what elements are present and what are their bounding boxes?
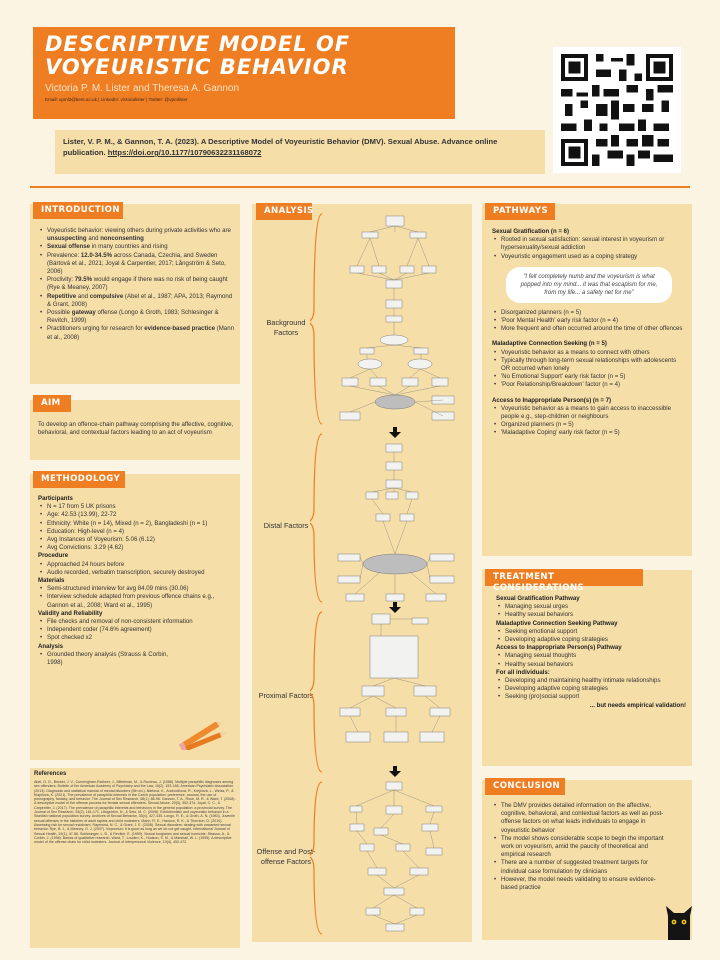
conclusion-list xyxy=(492,802,672,892)
list-item: • Independent coder (74.6% agreement) xyxy=(38,626,234,634)
intro-emphasis: 79.5% xyxy=(74,276,93,284)
list-item: • N = 17 from 5 UK prisons xyxy=(38,503,234,511)
list-item: • Voyeuristic engagement used as a coping strategy xyxy=(492,253,686,261)
distal-factors-label: Distal Factors xyxy=(263,521,309,530)
intro-text: and xyxy=(86,235,101,243)
list-item: • 'Maladaptive Coping' early risk factor (n = 5) xyxy=(492,429,686,437)
analysis-method-label: Analysis xyxy=(38,642,64,650)
analysis-header: ANALYSIS xyxy=(256,203,312,220)
list-item: • Voyeuristic behavior as a means to connect with others xyxy=(492,349,686,357)
intro-emphasis: Repetitive xyxy=(47,292,77,300)
references-header: References xyxy=(34,771,67,777)
intro-emphasis: nonconsenting xyxy=(100,235,144,243)
participants-label: Participants xyxy=(38,495,73,502)
intro-emphasis: gateway xyxy=(71,309,96,317)
list-item: • Developing adaptive coping strategies xyxy=(496,685,686,693)
intro-item xyxy=(38,252,234,277)
treatment-gratification-list xyxy=(496,603,686,619)
list-item: • The DMV provides detailed information on the affective, cognitive, behavioral, and contextual factors as well as post-offense factors on what leads individuals to engage in voyeuristic behavior xyxy=(492,802,672,835)
list-item: • 'No Emotional Support' early risk factor (n = 5) xyxy=(492,373,686,381)
validity-list xyxy=(38,618,234,643)
list-item: • 'Poor Relationship/Breakdown' factor (n = 4) xyxy=(492,381,686,389)
sexual-gratification-list-2 xyxy=(492,309,686,334)
intro-text: Prevalence: xyxy=(47,251,81,259)
intro-emphasis: evidence-based practice xyxy=(144,325,215,333)
intro-text: offense (Longo & Groth, 1983; Schlesinger & Revitch, 1999) xyxy=(47,309,219,325)
list-item: • Rooted in sexual satisfaction: sexual interest in voyeurism or hypersexuality/sexual addiction xyxy=(492,236,686,252)
list-item: • Interview schedule adapted from previous offence chains e.g., Gannon et al., 2008; Ward et al., 1995) xyxy=(38,593,234,609)
introduction-body xyxy=(38,227,234,342)
treatment-all-title: For all individuals: xyxy=(496,668,550,676)
procedure-label: Procedure xyxy=(38,552,69,560)
intro-text: (Mann et al., 2008) xyxy=(47,325,234,341)
conclusion-header: CONCLUSION xyxy=(485,778,565,795)
list-item: • Voyeuristic behavior as a means to gain access to inaccessible people e.g., step-children or neighbours xyxy=(492,405,686,421)
treatment-connection-title: Maladaptive Connection Seeking Pathway xyxy=(496,619,618,627)
offence-chain-diagram xyxy=(310,208,472,940)
analysis-method-list xyxy=(38,651,168,667)
background-factors-label: Background Factors xyxy=(266,318,306,337)
list-item: • Education: High-level (n = 4) xyxy=(38,528,234,536)
intro-text: Proclivity: xyxy=(47,276,75,284)
contact-line: Email: vpml2@kent.ac.uk | LinkedIn: victorialister | Twitter: @vpmlister xyxy=(45,97,188,102)
list-item: • However, the model needs validating to ensure evidence-based practice xyxy=(492,876,672,892)
intro-text: Voyeuristic behavior: viewing others during private activities who are xyxy=(47,227,231,234)
treatment-all-list xyxy=(496,677,686,702)
sexual-gratification-list xyxy=(492,236,686,261)
citation-box xyxy=(55,130,545,174)
list-item: • Typically through long-term sexual relationships with adolescents OR occurred when lonely xyxy=(492,357,686,373)
list-item: • Approached 24 hours before xyxy=(38,561,234,569)
participants-list xyxy=(38,503,234,552)
proximal-factors-label: Proximal Factors xyxy=(258,691,314,700)
list-item: • There are a number of suggested treatment targets for individual case formulation by clinicians xyxy=(492,859,672,875)
treatment-footer: ... but needs empirical validation! xyxy=(589,701,686,709)
references-text: Abel, G. G., Becker, J. V., Cunningham-Rathner, J., Mittelman, M., & Rouleau, J. (1988). Multiple paraphilic diagnoses among sex offenders. Bulletin of the American Academy of Psychiatry and the Law, 16(2), 153-168. American Psychiatric Association. (2013). Diagnostic and statistical manual of mental disorders (5th ed.). Bártová, K., Androvičová, R., Krejčová, L., Weiss, P., & Klapilová, K. (2021). The prevalence of paraphilic interests in the Czech population: preference, arousal, the use of pornography, fantasy, and behavior. The Journal of Sex Research, 58(1), 86-96. Gannon, T. A., Rose, M. R., & Ward, T. (2008). A descriptive model of the offense process for female sexual offenders. Sexual Abuse, 20(3), 352-374. Joyal, C. C., & Carpentier, J. (2017). The prevalence of paraphilic interests and behaviors in the general population: a provincial survey. The Journal of Sex Research, 54(2), 161-171. Långström, N., & Seto, M. C. (2006). Exhibitionistic and voyeuristic behavior in a Swedish national population survey. Archives of Sexual Behavior, 35(4), 427-435. Longo, R. E., & Groth, A. N. (1983). Juvenile sexual offenses in the histories of adult rapists and child molesters. Mann, R. E., Hanson, R. K., & Thornton, D. (2010). Assessing risk for sexual recidivism. Raymond, N. C., & Grant, J. E. (2008). Sexual disorders: dealing with unwanted sexual behavior. Rye, B. J., & Meaney, G. J. (2007). Voyeurism: It is good as long as we do not get caught. International Journal of Sexual Health, 19(1), 47-56. Schlesinger, L. B., & Revitch, E. (1999). Sexual burglaries and sexual homicide. Strauss, A., & Corbin, J. (1998). Basics of qualitative research. Ward, T., Louden, K., Hudson, S. M., & Marshall, W. L. (1995). A descriptive model of the offense chain for child molesters. Journal of Interpersonal Violence, 10(4), 452-472. xyxy=(34,780,236,845)
list-item: • Developing and maintaining healthy intimate relationships xyxy=(496,677,686,685)
treatment-body xyxy=(496,595,686,710)
pencils-icon xyxy=(176,722,232,750)
intro-emphasis: Sexual offense xyxy=(47,243,91,251)
intro-text: Practitioners urging for research for xyxy=(47,325,145,333)
offense-factors-label: Offense and Post-offense Factors xyxy=(256,847,316,866)
intro-text: and xyxy=(76,292,90,300)
treatment-access-list xyxy=(496,652,686,668)
aim-text: To develop an offence-chain pathway comprising the affective, cognitive, behavioral, and contextual factors leading to an act of voyeurism xyxy=(38,421,234,437)
intro-item xyxy=(38,325,234,341)
list-item: • Developing adaptive coping strategies xyxy=(496,636,686,644)
qr-code-icon[interactable] xyxy=(553,47,681,173)
introduction-header: INTRODUCTION xyxy=(33,202,123,219)
access-title: Access to Inappropriate Person(s) (n = 7) xyxy=(492,396,612,404)
access-list xyxy=(492,405,686,438)
list-item: • The model shows considerable scope to begin the important work on voyeurism, amid the paucity of theoretical and empirical research xyxy=(492,835,672,860)
intro-item xyxy=(38,276,234,292)
intro-text: would engage if there was no risk of being caught (Rye & Meaney, 2007) xyxy=(47,276,228,292)
list-item: • Seeking (pro)social support xyxy=(496,693,686,701)
list-item: • Grounded theory analysis (Strauss & Corbin, 1998) xyxy=(38,651,168,667)
poster-title: DESCRIPTIVE MODEL OF VOYEURISTIC BEHAVIOR xyxy=(45,32,351,79)
treatment-header: TREATMENT CONSIDERATIONS xyxy=(485,569,643,586)
validity-label: Validity and Reliability xyxy=(38,609,103,617)
list-item: • Disorganized planners (n = 5) xyxy=(492,309,686,317)
citation-text: Lister, V. P. M., & Gannon, T. A. (2023). A Descriptive Model of Voyeuristic Behavior (DMV). Sexual Abuse. Advance online publication. xyxy=(63,137,498,157)
pathways-body xyxy=(492,228,686,438)
methodology-header: METHODOLOGY xyxy=(33,471,125,488)
sexual-gratification-title: Sexual Gratification (n = 6) xyxy=(492,228,570,235)
connection-seeking-title: Maladaptive Connection Seeking (n = 5) xyxy=(492,340,607,348)
doi-link[interactable]: https://doi.org/10.1177/10790632231168072 xyxy=(107,148,262,157)
materials-label: Materials xyxy=(38,577,65,585)
list-item: • Ethnicity: White (n = 14), Mixed (n = 2), Bangladeshi (n = 1) xyxy=(38,520,234,528)
intro-emphasis: unsuspecting xyxy=(47,235,87,243)
procedure-list xyxy=(38,561,234,577)
list-item: • Avg Convictions: 3.29 (4.62) xyxy=(38,544,234,552)
connection-seeking-list xyxy=(492,349,686,390)
aim-header: AIM xyxy=(33,395,71,412)
list-item: • File checks and removal of non-consistent information xyxy=(38,618,234,626)
intro-emphasis: compulsive xyxy=(89,292,124,300)
section-divider xyxy=(30,186,690,188)
title-banner xyxy=(33,27,455,119)
intro-emphasis: 12.0-34.5% xyxy=(80,251,113,259)
treatment-connection-list xyxy=(496,628,686,644)
intro-item xyxy=(38,293,234,309)
treatment-gratification-title: Sexual Gratification Pathway xyxy=(496,595,580,602)
list-item: • Managing sexual thoughts xyxy=(496,652,686,660)
list-item: • Semi-structured interview for avg 84.09 mins (30.06) xyxy=(38,585,234,593)
list-item: • Audio recorded, verbatim transcription, securely destroyed xyxy=(38,569,234,577)
intro-text: across Canada, Czechia, and Sweden (Bártová et al., 2021; Joyal & Carpentier, 2017; Långström & Seto, 2006) xyxy=(47,251,226,276)
list-item: • Organized planners (n = 5) xyxy=(492,421,686,429)
treatment-access-title: Access to Inappropriate Person(s) Pathway xyxy=(496,644,622,652)
pathways-header: PATHWAYS xyxy=(485,203,555,220)
intro-text: (Abel et al., 1987; APA, 2013; Raymond & Grant, 2008) xyxy=(47,292,233,308)
list-item: • Healthy sexual behaviors xyxy=(496,611,686,619)
list-item: • Managing sexual urges xyxy=(496,603,686,611)
intro-text: in many countries and rising xyxy=(90,243,168,251)
authors: Victoria P. M. Lister and Theresa A. Gannon xyxy=(45,83,240,94)
list-item: • Spot checked x2 xyxy=(38,634,234,642)
list-item: • Seeking emotional support xyxy=(496,628,686,636)
list-item: • Healthy sexual behaviors xyxy=(496,661,686,669)
materials-list xyxy=(38,585,234,610)
introduction-list xyxy=(38,227,234,342)
participant-quote: "I felt completely numb and the voyeurism is what popped into my mind... it was that escapism for me, from my life... a safety net for me" xyxy=(506,267,672,303)
methodology-body xyxy=(38,495,234,667)
list-item: • Age: 42.53 (13.99), 22-72 xyxy=(38,511,234,519)
intro-text: Possible xyxy=(47,309,72,317)
intro-item xyxy=(38,227,234,243)
intro-item xyxy=(38,243,234,251)
conclusion-body xyxy=(492,802,672,892)
list-item: • 'Poor Mental Health' early risk factor (n = 4) xyxy=(492,317,686,325)
list-item: • Avg Instances of Voyeurism: 5.06 (6.12) xyxy=(38,536,234,544)
cat-icon xyxy=(664,906,694,940)
intro-item xyxy=(38,309,234,325)
list-item: • More frequent and often occurred around the time of other offences xyxy=(492,325,686,333)
